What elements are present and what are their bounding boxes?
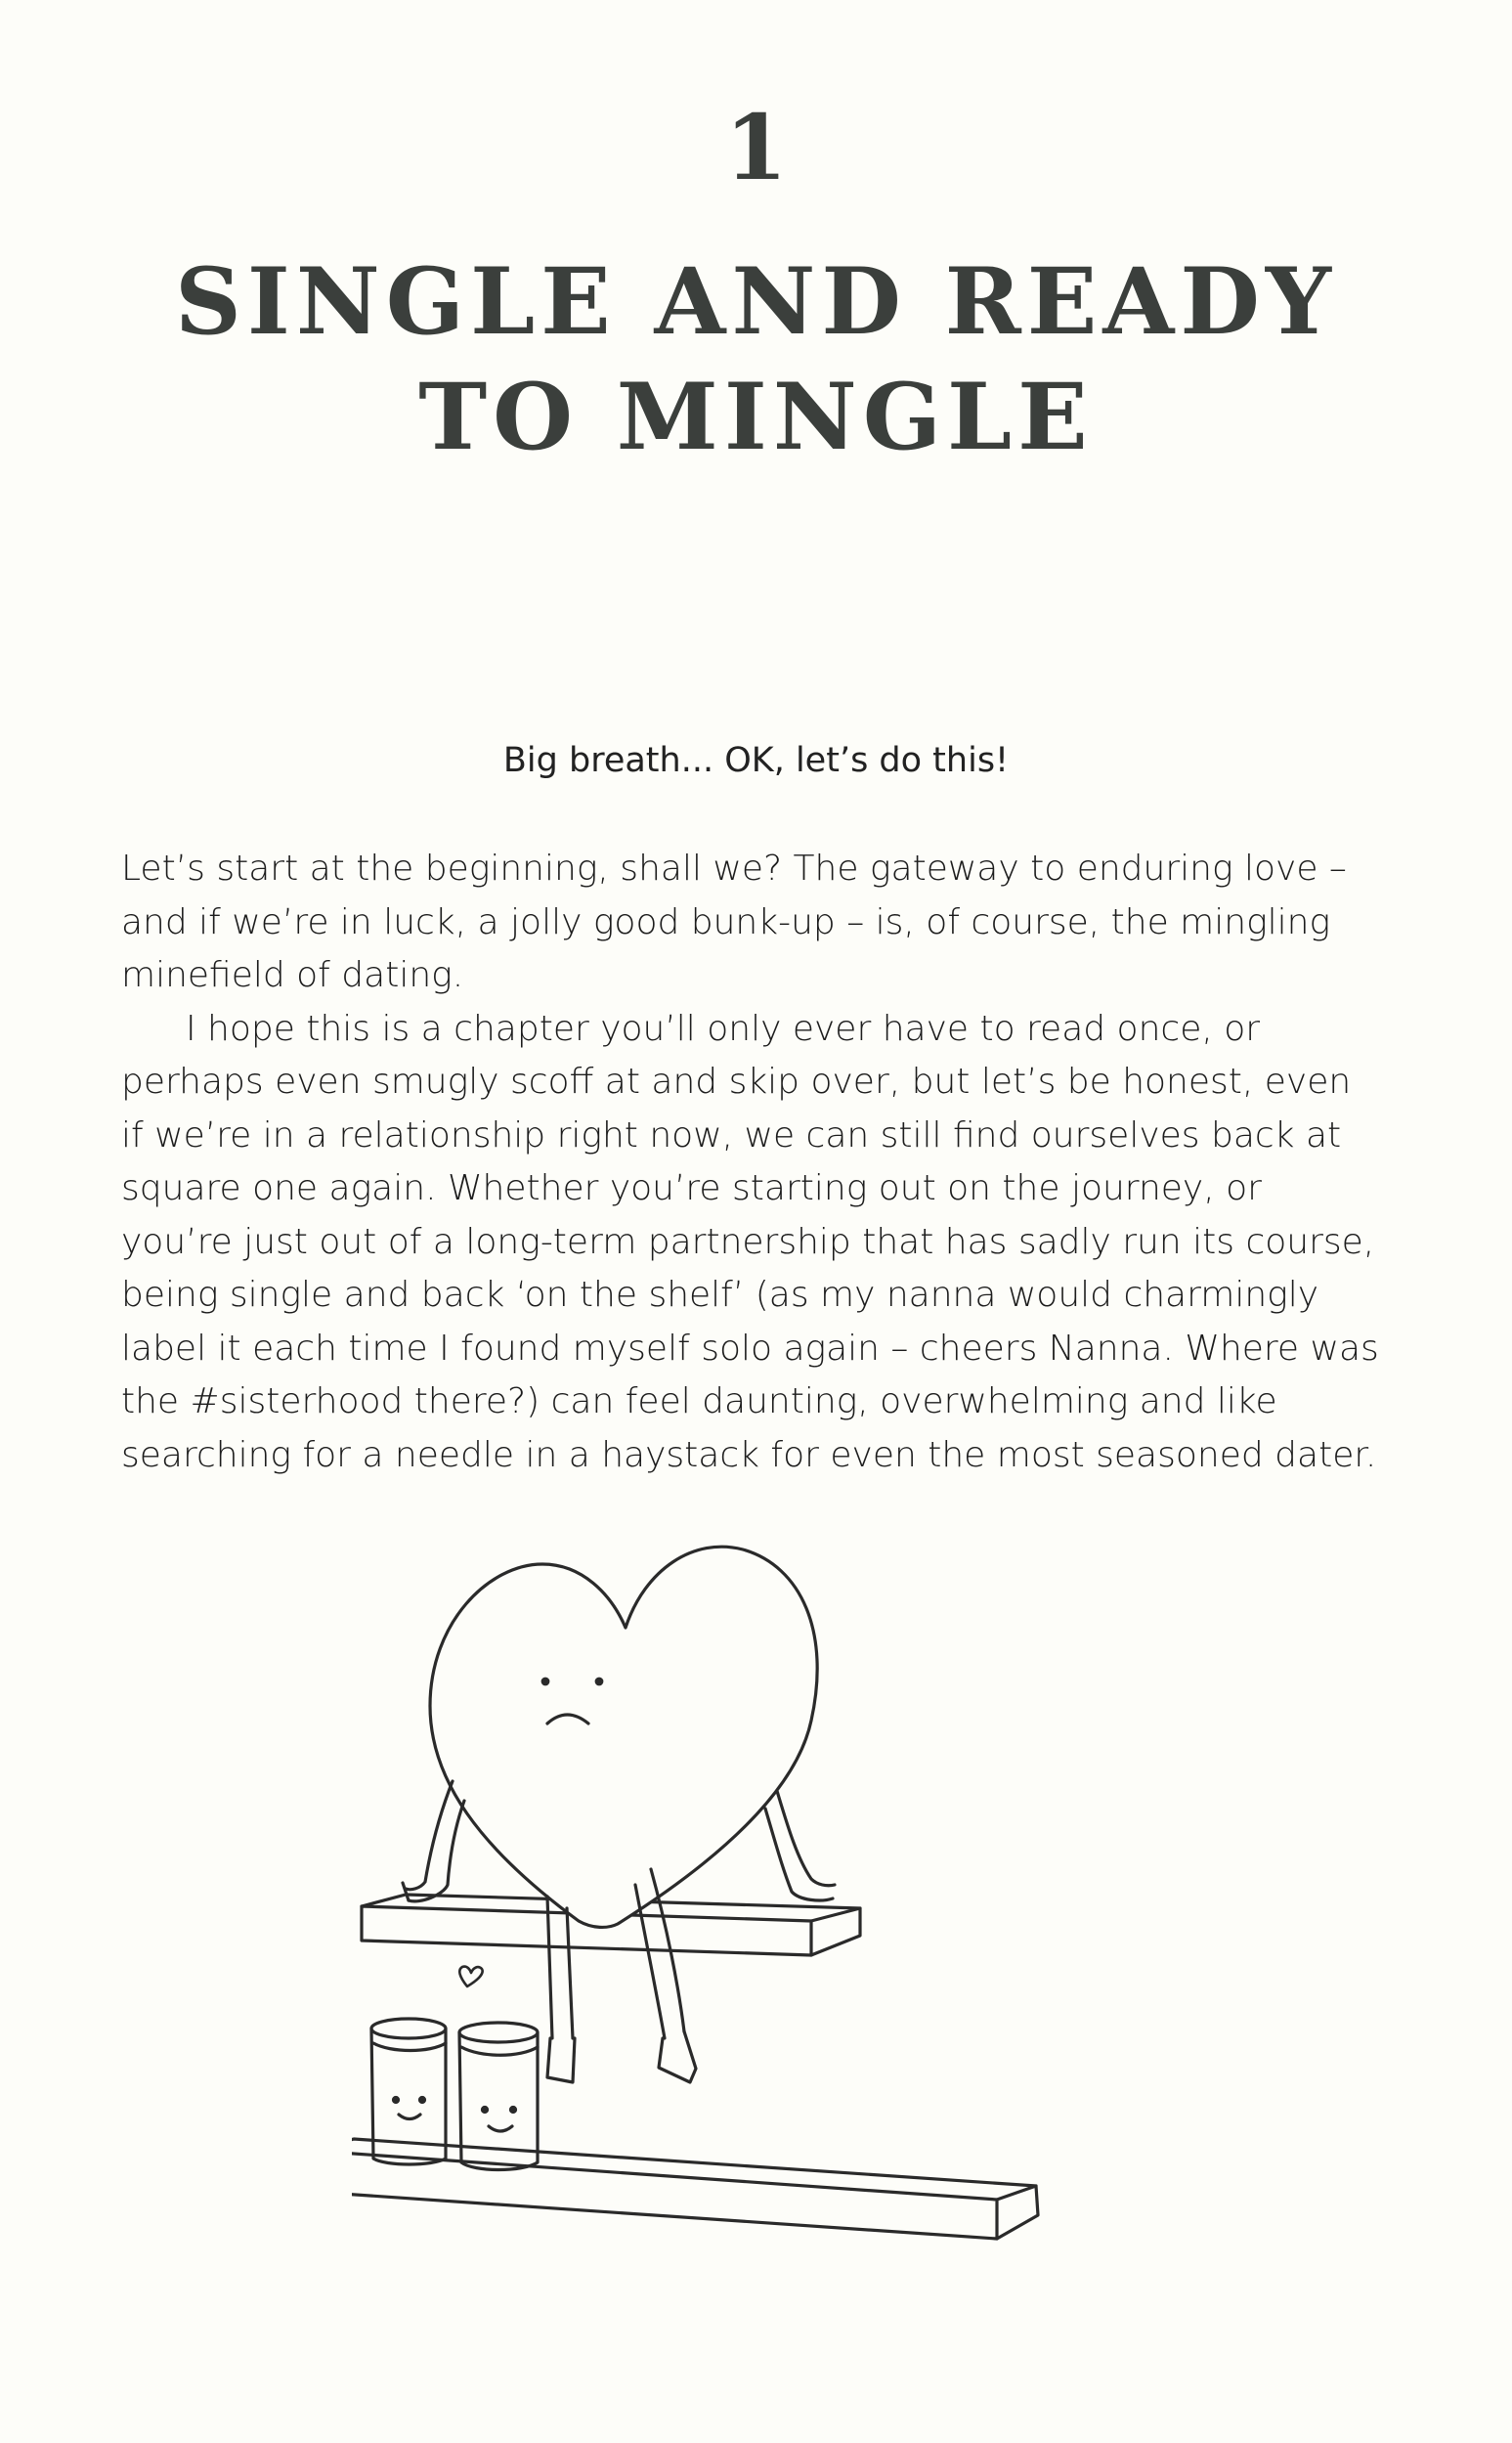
body-text: [121, 843, 1382, 1482]
paragraph-2: I hope this is a chapter you’ll only ever have to read once, or perhaps even smugly scoff at and skip over, but let’s be honest, even if we’re in a relationship right now, we can still find ourselves back at square one again. Whether you’re starting out on the journey, or you’re just out of a long-term partnership that has sadly run its course, being single and back ‘on the shelf’ (as my nanna would charmingly label it each time I found myself solo again – cheers Nanna. Where was the #sisterhood there?) can feel daunting, overwhelming and like searching for a needle in a haystack for even the most seasoned dater.: [121, 1008, 1379, 1475]
small-heart-drawing: [459, 1967, 482, 1986]
chapter-number: 1: [724, 95, 788, 200]
chapter-title-line-1: SINGLE AND READY: [175, 248, 1337, 356]
intro-line: Big breath... OK, let’s do this!: [502, 741, 1010, 780]
lower-shelf-drawing: [352, 2139, 1038, 2239]
sad-heart-on-shelf-illustration: [352, 1525, 1153, 2248]
paragraph-1: Let’s start at the beginning, shall we? The gateway to enduring love – and if we’re in luck, a jolly good bunk-up – is, of course, the mingling minefield of dating.: [121, 849, 1347, 995]
chapter-title-line-2: TO MINGLE: [418, 364, 1094, 471]
chapter-title: [98, 244, 1414, 475]
heart-character-drawing: [403, 1547, 835, 2082]
